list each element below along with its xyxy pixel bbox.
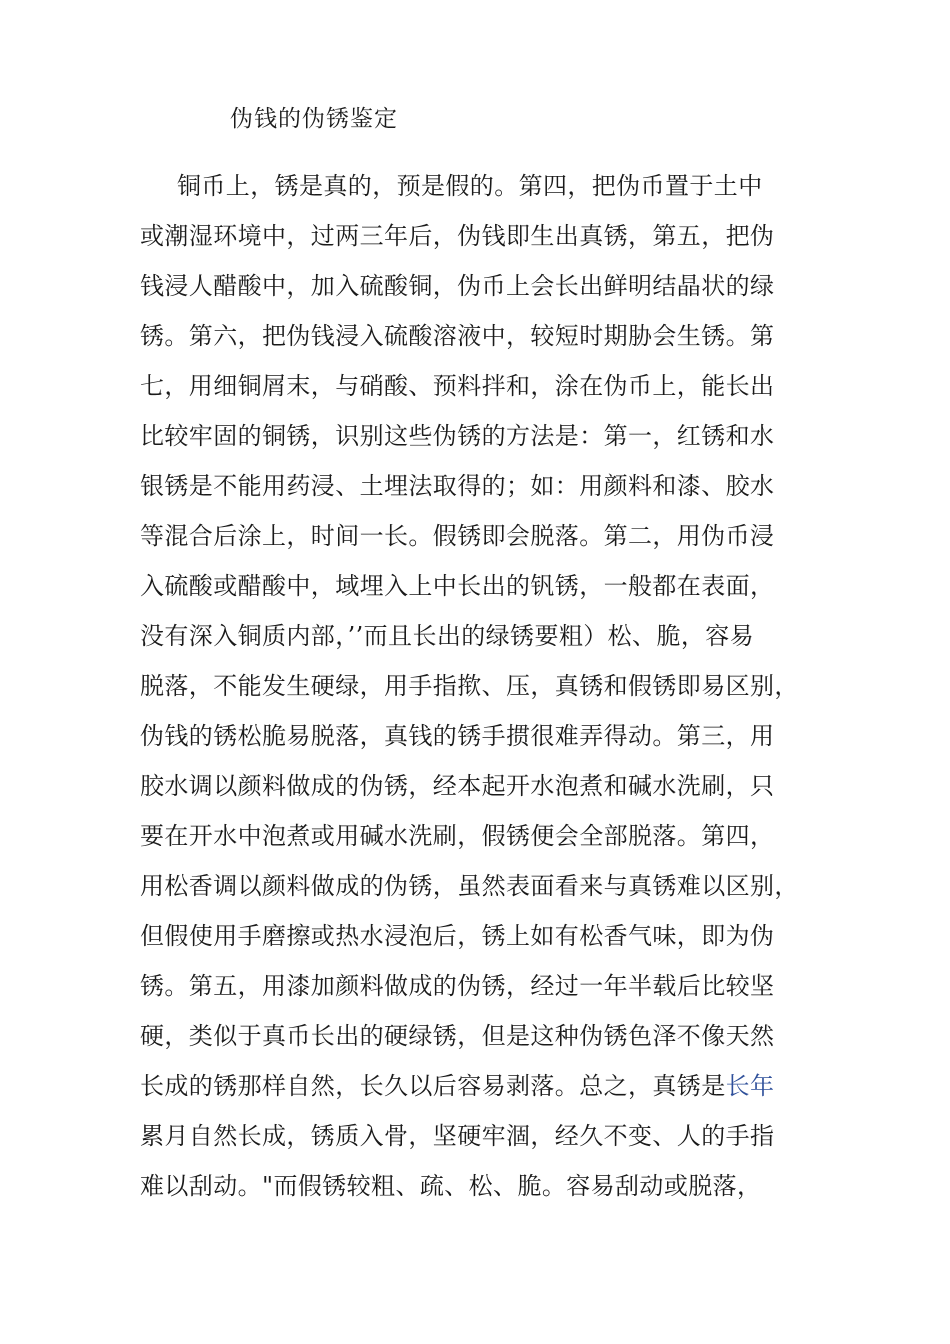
text-line: 要在开水中泡煮或用碱水洗刷，假锈便会全部脱落。第四， [140,822,775,850]
text-line: 脱落，不能发生硬绿，用手指揿、压，真锈和假锈即易区别， [140,672,799,700]
text-line-with-link [140,1066,840,1116]
text-line: 用松香调以颜料做成的伪锈，虽然表面看来与真锈难以区别， [140,872,799,900]
text-line: 锈。第六，把伪钱浸入硫酸溶液中，较短时期胁会生锈。第 [140,322,775,350]
text-line: 或潮湿环境中，过两三年后，伪钱即生出真锈，第五，把伪 [140,222,775,250]
hyperlink-changnian[interactable]: 长年 [725,1072,775,1100]
document-title: 伪钱的伪锈鉴定 [230,106,398,132]
text-line: 硬，类似于真币长出的硬绿锈，但是这种伪锈色泽不像天然 [140,1022,775,1050]
text-line: 锈。第五，用漆加颜料做成的伪锈，经过一年半载后比较坚 [140,972,775,1000]
text-line: 银锈是不能用药浸、土埋法取得的；如：用颜料和漆、胶水 [140,472,775,500]
text-line: 钱浸人醋酸中，加入硫酸铜，伪币上会长出鲜明结晶状的绿 [140,272,775,300]
text-line: 胶水调以颜料做成的伪锈，经本起开水泡煮和碱水洗刷，只 [140,772,775,800]
document-body [140,166,840,1216]
text-segment: 长成的锈那样自然，长久以后容易剥落。总之，真锈是 [140,1072,726,1100]
text-line: 但假使用手磨擦或热水浸泡后，锈上如有松香气味，即为伪 [140,922,775,950]
text-line: 没有深入铜质内部，’’而且长出的绿锈要粗）松、脆，容易 [140,622,755,650]
text-line: 比较牢固的铜锈，识别这些伪锈的方法是：第一，红锈和水 [140,422,775,450]
text-line: 七，用细铜屑末，与硝酸、预料拌和，涂在伪币上，能长出 [140,372,775,400]
text-line: 难以刮动。"而假锈较粗、疏、松、脆。容易刮动或脱落， [140,1172,762,1200]
text-line: 入硫酸或醋酸中，域埋入上中长出的钒锈，一般都在表面， [140,572,775,600]
text-line: 等混合后涂上，时间一长。假锈即会脱落。第二，用伪币浸 [140,522,775,550]
text-line: 铜币上，锈是真的，预是假的。第四，把伪币置于土中 [177,172,763,200]
text-line: 累月自然长成，锈质入骨，坚硬牢涸，经久不变、人的手指 [140,1122,775,1150]
text-line: 伪钱的锈松脆易脱落，真钱的锈手掼很难弄得动。第三，用 [140,722,775,750]
